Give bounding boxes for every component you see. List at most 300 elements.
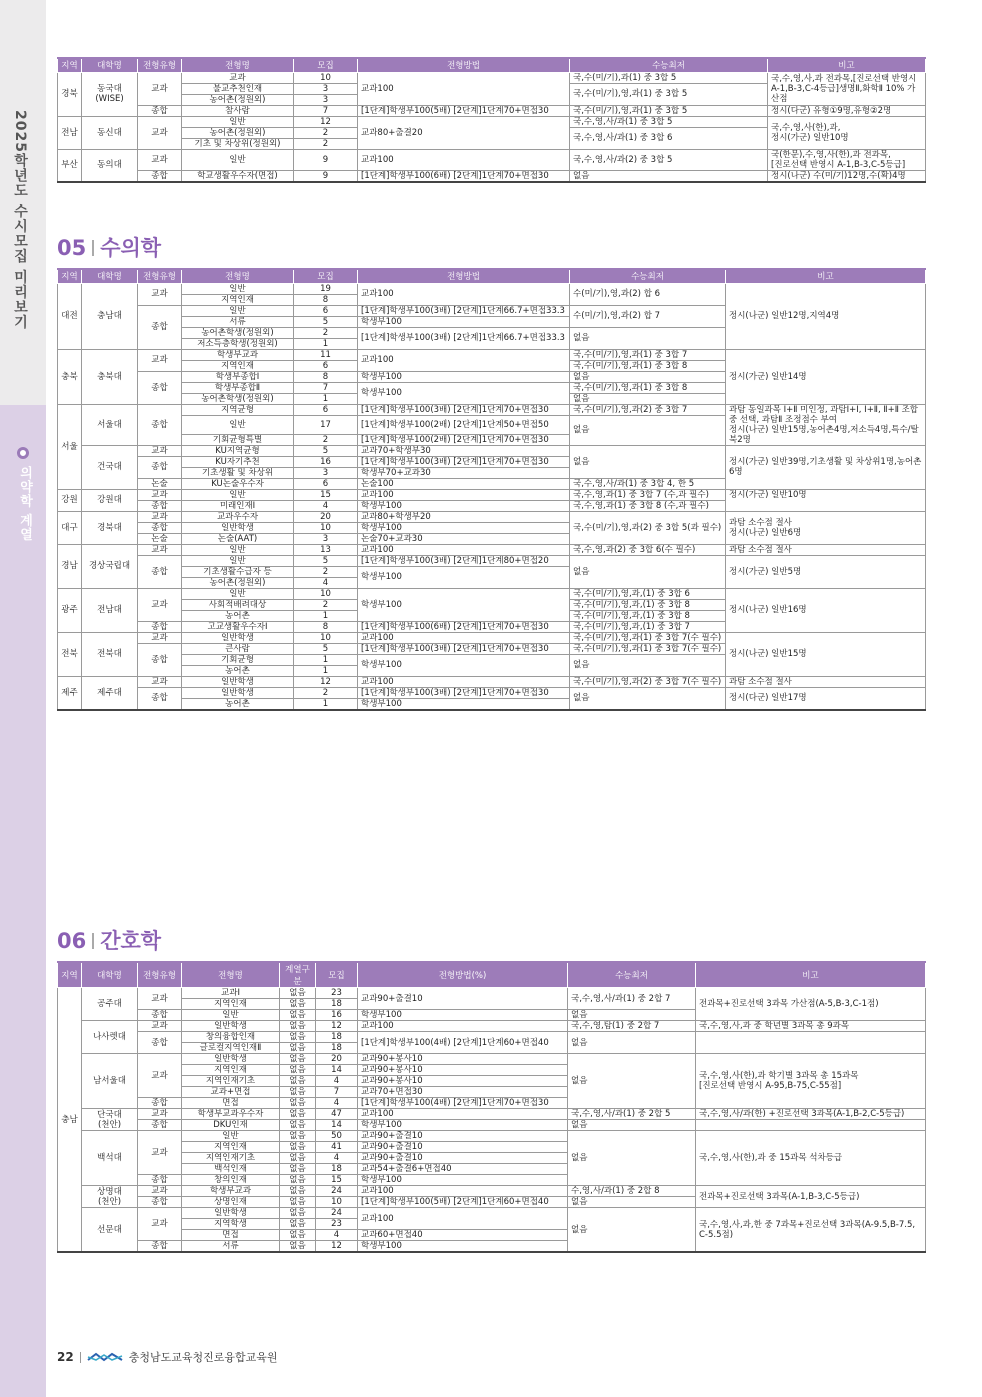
cell-min: 국,수(미/기),영,과(2) 중 3합 5(과 필수) — [570, 511, 726, 544]
cell-min: 국,수(미/기),영,과,(1) 중 3합 8 — [570, 599, 726, 610]
cell-track: 창의융합인재 — [182, 1032, 280, 1043]
cell-track: 일반 — [182, 149, 294, 170]
cell-region: 경남 — [58, 544, 82, 588]
cell-count: 11 — [294, 349, 358, 360]
cell-note: 국,수,영,사,과,한 중 7과목+진로선택 3과목(A-9.5,B-7.5, C-5.5점) — [696, 1208, 926, 1253]
cell-note: 국,수,영,사,과 중 학년별 3과목 총 9과목 — [696, 1021, 926, 1032]
cell-method: 교과100 — [358, 1208, 568, 1230]
cell-note: 정시(나군) 일반12명,지역4명 — [726, 283, 926, 349]
cell-note: 정시(가군) 일반39명,기초생활 및 차상위1명,농어촌6명 — [726, 445, 926, 489]
cell-university: 상명대 (천안) — [82, 1186, 138, 1208]
section-heading — [57, 232, 161, 262]
cell-track: 기회균형 — [182, 654, 294, 665]
table-row — [58, 349, 926, 360]
cell-min: 없음 — [568, 1120, 696, 1131]
cell-university: 선문대 — [82, 1208, 138, 1253]
cell-method: 학생부100 — [358, 382, 570, 404]
cell-university: 동의대 — [82, 149, 138, 182]
cell-region: 전남 — [58, 116, 82, 149]
cell-min: 없음 — [570, 371, 726, 382]
cell-count: 6 — [294, 478, 358, 489]
cell-type: 교과 — [138, 72, 182, 105]
cell-count: 4 — [316, 1153, 358, 1164]
cell-division: 없음 — [280, 988, 316, 999]
cell-method: 학생부100 — [358, 1010, 568, 1021]
cell-count: 16 — [294, 456, 358, 467]
cell-note: 과탐 소수점 절사 — [726, 544, 926, 555]
cell-type: 교과 — [138, 489, 182, 500]
cell-type: 교과 — [138, 1208, 182, 1241]
cell-method: 학생부100 — [358, 522, 570, 533]
cell-region: 광주 — [58, 588, 82, 632]
cell-division: 없음 — [280, 1230, 316, 1241]
cell-track: 일반학생 — [182, 1021, 280, 1032]
cell-min: 없음 — [568, 1032, 696, 1054]
cell-method: 학생부100 — [358, 316, 570, 327]
cell-method: 교과90+출결10 — [358, 1142, 568, 1153]
table-row — [58, 116, 926, 127]
cell-track: 지역인재 — [182, 294, 294, 305]
cell-count: 41 — [316, 1142, 358, 1153]
cell-track: 논술(AAT) — [182, 533, 294, 544]
table-row — [58, 404, 926, 415]
cell-method: [1단계]학생부100(3배) [2단계]1단계80+면접20 — [358, 555, 570, 566]
cell-track: 창의인재 — [182, 1175, 280, 1186]
cell-method: 교과100 — [358, 1021, 568, 1032]
cell-track: 면접 — [182, 1230, 280, 1241]
cell-count: 8 — [294, 371, 358, 382]
cell-count: 12 — [316, 1021, 358, 1032]
cell-count: 2 — [294, 687, 358, 698]
table-row — [58, 170, 926, 182]
cell-type: 교과 — [138, 588, 182, 621]
cell-method: 학생부100 — [358, 698, 570, 710]
cell-university: 경북대 — [82, 511, 138, 544]
cell-university: 전북대 — [82, 632, 138, 676]
cell-method: [1단계]학생부100(4배) [2단계]1단계60+면접40 — [358, 1032, 568, 1054]
cell-count: 4 — [316, 1098, 358, 1109]
cell-count: 3 — [294, 467, 358, 478]
cell-count: 10 — [294, 588, 358, 599]
cell-type: 교과 — [138, 988, 182, 1010]
cell-note — [696, 1120, 926, 1131]
cell-count: 2 — [294, 327, 358, 338]
cell-type: 종합 — [138, 1120, 182, 1131]
cell-note: 정시(가군) 일반10명 — [726, 489, 926, 511]
cell-region: 강원 — [58, 489, 82, 511]
cell-track: 고교생활우수자Ⅰ — [182, 621, 294, 632]
cell-count: 10 — [294, 72, 358, 83]
cell-min: 국,수(미/기),영,과(1) 중 3합 7(수 필수) — [570, 643, 726, 654]
col-header: 모집 — [316, 962, 358, 988]
cell-track: DKU인재 — [182, 1120, 280, 1131]
cell-method: 교과100 — [358, 632, 570, 643]
cell-count: 2 — [294, 434, 358, 445]
cell-min: 국,수,영,과(1) 중 3합 7 (수,과 필수) — [570, 489, 726, 500]
cell-count: 24 — [316, 1186, 358, 1197]
cell-count: 3 — [294, 83, 358, 94]
cell-track: 기회균형특별 — [182, 434, 294, 445]
cell-type: 종합 — [138, 1241, 182, 1253]
cell-count: 47 — [316, 1109, 358, 1120]
col-header: 계열구분 — [280, 962, 316, 988]
cell-count: 6 — [294, 305, 358, 316]
cell-method: 교과90+출결10 — [358, 988, 568, 1010]
cell-count: 9 — [294, 149, 358, 170]
cell-method: 학생부70+교과30 — [358, 467, 570, 478]
cell-min: 없음 — [568, 1010, 696, 1021]
cell-count: 6 — [294, 404, 358, 415]
cell-division: 없음 — [280, 1065, 316, 1076]
cell-track: 저소득층학생(정원외) — [182, 338, 294, 349]
cell-track: 지역균형 — [182, 404, 294, 415]
col-header: 지역 — [58, 962, 82, 988]
cell-count: 3 — [294, 94, 358, 105]
cell-method: 교과90+출결10 — [358, 1131, 568, 1142]
cell-count: 8 — [294, 621, 358, 632]
cell-type: 종합 — [138, 170, 182, 182]
cell-min: 없음 — [570, 687, 726, 710]
footer-divider — [80, 1352, 81, 1363]
cell-method: [1단계]학생부100(3배) [2단계]1단계70+면접30 — [358, 456, 570, 467]
col-header: 지역 — [58, 58, 82, 72]
cell-type: 종합 — [138, 500, 182, 511]
col-header: 전형명 — [182, 962, 280, 988]
table-row — [58, 676, 926, 687]
cell-count: 8 — [294, 294, 358, 305]
cell-note: 정시(다군) 유형①9명,유형②2명 — [768, 105, 926, 116]
cell-track: 학생부종합Ⅱ — [182, 382, 294, 393]
cell-count: 18 — [316, 1164, 358, 1175]
cell-track: 일반학생 — [182, 1208, 280, 1219]
cell-region: 서울 — [58, 404, 82, 489]
cell-type: 종합 — [138, 522, 182, 533]
cell-region: 대구 — [58, 511, 82, 544]
cell-track: 상명인재 — [182, 1197, 280, 1208]
cell-min: 없음 — [570, 393, 726, 404]
cell-method: 교과70+면접30 — [358, 1087, 568, 1098]
cell-count: 20 — [316, 1054, 358, 1065]
cell-min: 수(미/기),영,과(2) 합 7 — [570, 305, 726, 327]
cell-method: [1단계]학생부100(3배) [2단계]1단계70+면접30 — [358, 687, 570, 698]
cell-track: 일반 — [182, 283, 294, 294]
cell-university: 충남대 — [82, 283, 138, 349]
cell-division: 없음 — [280, 1087, 316, 1098]
cell-method: 교과100 — [358, 283, 570, 305]
cell-track: 기초생활 및 차상위 — [182, 467, 294, 478]
cell-division: 없음 — [280, 1032, 316, 1043]
cell-min: 국,수,영,탐(1) 중 2합 7 — [568, 1021, 696, 1032]
cell-count: 20 — [294, 511, 358, 522]
cell-division: 없음 — [280, 1186, 316, 1197]
cell-count: 1 — [294, 610, 358, 621]
table-header-row — [58, 58, 926, 72]
cell-method: [1단계]학생부100(3배) [2단계]1단계70+면접30 — [358, 404, 570, 415]
col-header: 대학명 — [82, 269, 138, 283]
col-header: 전형방법 — [358, 58, 570, 72]
cell-division: 없음 — [280, 1175, 316, 1186]
cell-count: 5 — [294, 555, 358, 566]
cell-region: 충남 — [58, 988, 82, 1253]
cell-count: 12 — [294, 676, 358, 687]
col-header: 대학명 — [82, 58, 138, 72]
cell-division: 없음 — [280, 1208, 316, 1219]
cell-track: 교과Ⅰ — [182, 988, 280, 999]
table-row — [58, 1131, 926, 1142]
cell-university: 전남대 — [82, 588, 138, 632]
cell-note: 국,수,영,사(한),과, 정시(가군) 일반10명 — [768, 116, 926, 149]
table-row — [58, 489, 926, 500]
cell-min: 국,수,영,사/과(1) 중 2합 7 — [568, 988, 696, 1010]
cell-note: 정시(나군) 일반16명 — [726, 588, 926, 632]
cell-count: 23 — [316, 1219, 358, 1230]
cell-division: 없음 — [280, 1241, 316, 1253]
cell-min: 국,수(미/기),영,과(1) 중 3합 8 — [570, 382, 726, 393]
cell-method: 학생부100 — [358, 588, 570, 621]
col-header: 전형명 — [182, 58, 294, 72]
table-row — [58, 1021, 926, 1032]
cell-min: 국,수,영,사/과(1) 중 2합 5 — [568, 1109, 696, 1120]
cell-count: 13 — [294, 544, 358, 555]
cell-min: 없음 — [570, 327, 726, 349]
cell-track: KU지역균형 — [182, 445, 294, 456]
table-row — [58, 687, 926, 698]
cell-division: 없음 — [280, 1021, 316, 1032]
table-continued — [57, 57, 926, 183]
cell-min: 없음 — [568, 1208, 696, 1253]
cell-count: 1 — [294, 654, 358, 665]
cell-track: 글로컬지역인재Ⅱ — [182, 1043, 280, 1054]
cell-method: 교과100 — [358, 149, 570, 170]
cell-count: 15 — [294, 489, 358, 500]
table-row — [58, 105, 926, 116]
cell-type: 종합 — [138, 1197, 182, 1208]
cell-track: 일반학생 — [182, 632, 294, 643]
cell-division: 없음 — [280, 1120, 316, 1131]
table-row — [58, 72, 926, 83]
cell-track: 지역인재기초 — [182, 1153, 280, 1164]
cell-track: 지역인재 — [182, 360, 294, 371]
cell-track: 일반 — [182, 555, 294, 566]
cell-track: 면접 — [182, 1098, 280, 1109]
cell-division: 없음 — [280, 1153, 316, 1164]
cell-method: 교과54+출결6+면접40 — [358, 1164, 568, 1175]
cell-track: 일반학생 — [182, 687, 294, 698]
col-header: 수능최저 — [568, 962, 696, 988]
cell-count: 10 — [294, 632, 358, 643]
table-row — [58, 632, 926, 643]
cell-count: 4 — [294, 577, 358, 588]
cell-region: 대전 — [58, 283, 82, 349]
cell-min: 국,수(미/기),영,과,(1) 중 3합 6 — [570, 588, 726, 599]
col-header: 비고 — [726, 269, 926, 283]
col-header: 비고 — [696, 962, 926, 988]
cell-method: 학생부100 — [358, 1175, 568, 1186]
cell-method: 교과100 — [358, 489, 570, 500]
cell-track: 농어촌학생(정원외) — [182, 393, 294, 404]
cell-university: 동국대 (WISE) — [82, 72, 138, 116]
cell-type: 교과 — [138, 1131, 182, 1175]
cell-track: 농어촌(정원외) — [182, 577, 294, 588]
cell-track: 학교생활우수자(면접) — [182, 170, 294, 182]
cell-count: 4 — [316, 1076, 358, 1087]
table-veterinary — [57, 268, 926, 711]
cell-track: 큰사람 — [182, 643, 294, 654]
cell-track: 사회적배려대상 — [182, 599, 294, 610]
running-subtitle: 의약학 계열 — [17, 466, 32, 542]
cell-track: 불교추천인재 — [182, 83, 294, 94]
cell-note — [696, 1032, 926, 1054]
cell-method: 논술70+교과30 — [358, 533, 570, 544]
col-header: 지역 — [58, 269, 82, 283]
cell-count: 7 — [294, 105, 358, 116]
cell-min: 국,수,영,사/과(1) 중 3합 4, 한 5 — [570, 478, 726, 489]
cell-method: 교과100 — [358, 72, 570, 105]
cell-min: 국,수(미/기),영,과,(1) 중 3합 8 — [570, 610, 726, 621]
cell-count: 5 — [294, 316, 358, 327]
cell-count: 6 — [294, 360, 358, 371]
cell-type: 교과 — [138, 1054, 182, 1098]
cell-division: 없음 — [280, 1219, 316, 1230]
cell-count: 2 — [294, 599, 358, 610]
cell-track: KU논술우수자 — [182, 478, 294, 489]
cell-count: 5 — [294, 445, 358, 456]
cell-method: [1단계]학생부100(6배) [2단계]1단계70+면접30 — [358, 170, 570, 182]
table-row — [58, 1120, 926, 1131]
cell-method: [1단계]학생부100(5배) [2단계]1단계70+면접30 — [358, 105, 570, 116]
cell-count: 3 — [294, 533, 358, 544]
table-row — [58, 149, 926, 170]
cell-track: 교과우수자 — [182, 511, 294, 522]
cell-type: 종합 — [138, 643, 182, 676]
cell-track: 미래인재Ⅰ — [182, 500, 294, 511]
cell-min: 없음 — [568, 1197, 696, 1208]
cell-track: 일반학생 — [182, 676, 294, 687]
cell-university: 경상국립대 — [82, 544, 138, 588]
col-header: 수능최저 — [570, 269, 726, 283]
col-header: 전형유형 — [138, 58, 182, 72]
cell-university: 충북대 — [82, 349, 138, 404]
side-band-highlight — [0, 405, 46, 1397]
table-row — [58, 445, 926, 456]
cell-type: 교과 — [138, 1109, 182, 1120]
cell-count: 23 — [316, 988, 358, 999]
cell-track: 일반학생 — [182, 1054, 280, 1065]
cell-division: 없음 — [280, 1142, 316, 1153]
cell-method: [1단계]학생부100(2배) [2단계]1단계70+면접30 — [358, 434, 570, 445]
cell-division: 없음 — [280, 1109, 316, 1120]
cell-type: 종합 — [138, 1032, 182, 1054]
cell-note: 정시(가군) 일반5명 — [726, 555, 926, 588]
cell-count: 2 — [294, 127, 358, 138]
cell-division: 없음 — [280, 1131, 316, 1142]
cell-method: 교과100 — [358, 1186, 568, 1197]
cell-note: 과탐 소수점 절사 정시(나군) 일반6명 — [726, 511, 926, 544]
cell-type: 교과 — [138, 1186, 182, 1197]
cell-track: 교과 — [182, 72, 294, 83]
cell-min: 국,수(미/기),영,과(1) 중 3합 7 — [570, 349, 726, 360]
cell-method: [1단계]학생부100(6배) [2단계]1단계70+면접30 — [358, 621, 570, 632]
cell-method: 교과80+출결20 — [358, 116, 570, 149]
cell-method: 학생부100 — [358, 1241, 568, 1253]
table-nursing — [57, 961, 926, 1253]
table-row — [58, 1054, 926, 1065]
section-divider — [92, 240, 94, 256]
cell-method: 학생부100 — [358, 500, 570, 511]
cell-track: 서류 — [182, 1241, 280, 1253]
table-row — [58, 283, 926, 294]
cell-track: 학생부교과우수자 — [182, 1109, 280, 1120]
cell-track: 지역인재 — [182, 1065, 280, 1076]
cell-track: 교과+면접 — [182, 1087, 280, 1098]
running-title: 2025학년도 수시모집 미리보기 — [12, 110, 28, 330]
cell-method: [1단계]학생부100(4배) [2단계]1단계70+면접30 — [358, 1098, 568, 1109]
cell-count: 7 — [316, 1087, 358, 1098]
cell-division: 없음 — [280, 1054, 316, 1065]
table-row — [58, 988, 926, 999]
cell-type: 교과 — [138, 116, 182, 149]
cell-type: 종합 — [138, 371, 182, 404]
cell-track: 일반 — [182, 544, 294, 555]
cell-note: 전과목+진로선택 3과목 가산점(A-5,B-3,C-1점) — [696, 988, 926, 1021]
cell-method: 교과100 — [358, 1109, 568, 1120]
cell-note: 정시(나군) 수(미/기)12명,수(확)4명 — [768, 170, 926, 182]
cell-method: 교과70+학생부30 — [358, 445, 570, 456]
cell-division: 없음 — [280, 999, 316, 1010]
cell-type: 교과 — [138, 632, 182, 643]
table-row — [58, 1208, 926, 1219]
cell-type: 교과 — [138, 1021, 182, 1032]
cell-note: 정시(가군) 일반14명 — [726, 349, 926, 404]
cell-type: 교과 — [138, 149, 182, 170]
cell-track: 지역인재기초 — [182, 1076, 280, 1087]
cell-type: 종합 — [138, 456, 182, 478]
cell-track: 농어촌 — [182, 665, 294, 676]
cell-region: 제주 — [58, 676, 82, 710]
cell-track: 일반학생 — [182, 522, 294, 533]
org-logo-icon — [87, 1352, 123, 1362]
cell-university: 단국대 (천안) — [82, 1109, 138, 1131]
cell-type: 종합 — [138, 1098, 182, 1109]
cell-note: 정시(나군) 일반15명 — [726, 632, 926, 676]
table-row — [58, 1032, 926, 1043]
table-row — [58, 511, 926, 522]
cell-min: 국,수,영,사/과(2) 중 3합 5 — [570, 149, 768, 170]
cell-track: 일반 — [182, 1010, 280, 1021]
col-header: 전형유형 — [138, 269, 182, 283]
col-header: 대학명 — [82, 962, 138, 988]
cell-track: 일반 — [182, 588, 294, 599]
cell-count: 1 — [294, 698, 358, 710]
cell-min: 국,수,영,사/과(1) 중 3합 5 — [570, 116, 768, 127]
cell-count: 7 — [294, 382, 358, 393]
cell-min: 국,수(미/기),영,과(1) 중 3합 8 — [570, 360, 726, 371]
cell-count: 19 — [294, 283, 358, 294]
cell-method: [1단계]학생부100(3배) [2단계]1단계70+면접30 — [358, 643, 570, 654]
cell-track: 학생부종합Ⅰ — [182, 371, 294, 382]
cell-method: 학생부100 — [358, 371, 570, 382]
cell-note: 정시(다군) 일반17명 — [726, 687, 926, 710]
cell-min: 국,수(미/기),영,과(1) 중 3합 5 — [570, 83, 768, 105]
cell-type: 종합 — [138, 555, 182, 588]
table-row — [58, 588, 926, 599]
cell-track: KU자기추천 — [182, 456, 294, 467]
cell-min: 국,수(미/기),과(1) 중 3합 5 — [570, 72, 768, 83]
cell-count: 18 — [316, 999, 358, 1010]
cell-track: 학생부교과 — [182, 349, 294, 360]
cell-division: 없음 — [280, 1164, 316, 1175]
table-row — [58, 544, 926, 555]
